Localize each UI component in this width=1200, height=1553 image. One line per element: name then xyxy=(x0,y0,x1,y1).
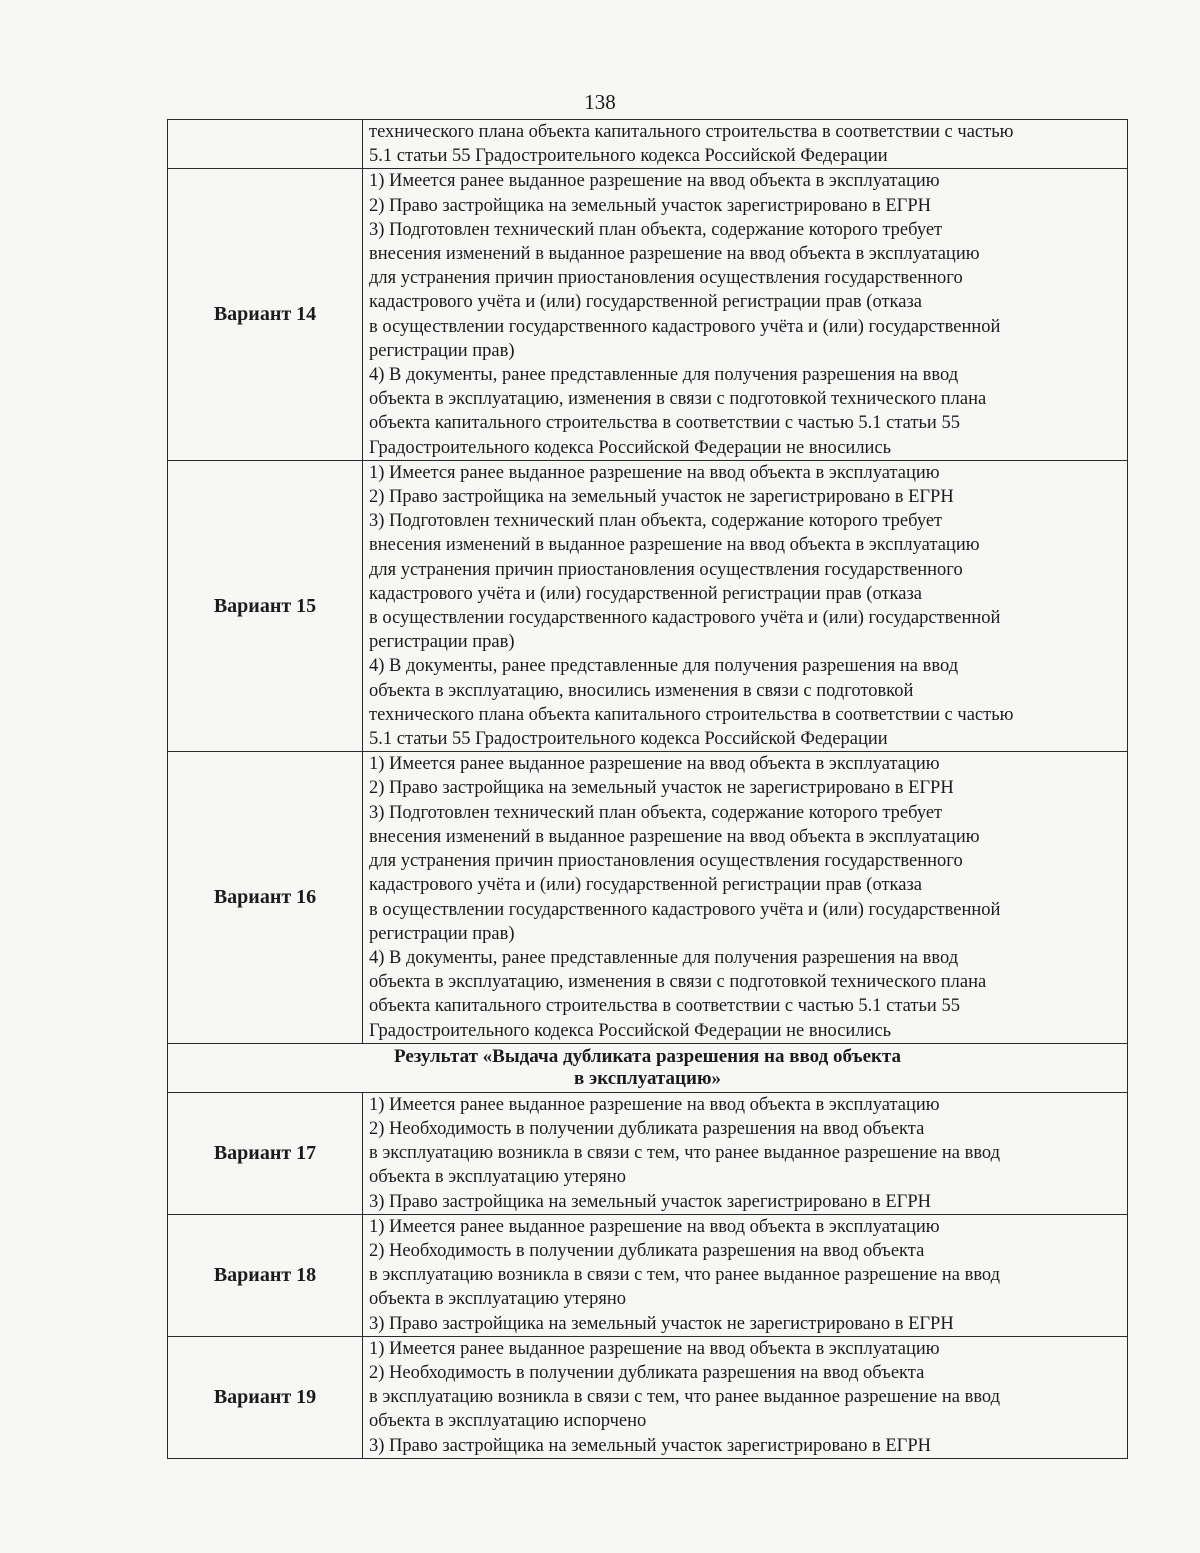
condition-line: 3) Подготовлен технический план объекта, содержание которого требует xyxy=(369,219,943,240)
table-body xyxy=(168,120,1128,1459)
condition-line: 3) Подготовлен технический план объекта, содержание которого требует xyxy=(369,802,943,823)
condition-line: 1) Имеется ранее выданное разрешение на ввод объекта в эксплуатацию xyxy=(369,171,940,192)
table-row xyxy=(168,1092,1128,1214)
table-row xyxy=(168,1214,1128,1336)
condition-line: 1) Имеется ранее выданное разрешение на ввод объекта в эксплуатацию xyxy=(369,1216,940,1237)
variant-conditions xyxy=(363,120,1128,169)
variant-label: Вариант 16 xyxy=(168,752,363,1043)
condition-line: 3) Подготовлен технический план объекта, содержание которого требует xyxy=(369,511,943,532)
condition-line: 2) Необходимость в получении дубликата разрешения на ввод объекта xyxy=(369,1240,925,1261)
condition-line: 3) Право застройщика на земельный участок зарегистрировано в ЕГРН xyxy=(369,1191,931,1212)
condition-line: объекта капитального строительства в соответствии с частью 5.1 статьи 55 xyxy=(369,413,960,434)
variant-label xyxy=(168,120,363,169)
condition-line: 4) В документы, ранее представленные для получения разрешения на ввод xyxy=(369,947,959,968)
variant-conditions xyxy=(363,1214,1128,1336)
condition-line: 2) Необходимость в получении дубликата разрешения на ввод объекта xyxy=(369,1118,925,1139)
variant-label: Вариант 14 xyxy=(168,169,363,460)
condition-line: Градостроительного кодекса Российской Федерации не вносились xyxy=(369,1020,892,1041)
section-row xyxy=(168,1043,1128,1092)
condition-line: 1) Имеется ранее выданное разрешение на ввод объекта в эксплуатацию xyxy=(369,754,940,775)
condition-line: объекта в эксплуатацию утеряно xyxy=(369,1289,627,1310)
variant-label: Вариант 18 xyxy=(168,1214,363,1336)
condition-line: 2) Право застройщика на земельный участок не зарегистрировано в ЕГРН xyxy=(369,778,954,799)
section-heading-line: в эксплуатацию» xyxy=(574,1067,721,1089)
condition-line: объекта в эксплуатацию утеряно xyxy=(369,1167,627,1188)
condition-line: объекта в эксплуатацию, изменения в связи с подготовкой технического плана xyxy=(369,389,987,410)
condition-line: 1) Имеется ранее выданное разрешение на ввод объекта в эксплуатацию xyxy=(369,1094,940,1115)
condition-line: в осуществлении государственного кадастрового учёта и (или) государственной xyxy=(369,316,1001,337)
variant-conditions xyxy=(363,752,1128,1043)
condition-line: Градостроительного кодекса Российской Федерации не вносились xyxy=(369,437,892,458)
condition-line: 3) Право застройщика на земельный участок зарегистрировано в ЕГРН xyxy=(369,1435,931,1456)
variant-label: Вариант 17 xyxy=(168,1092,363,1214)
condition-line: кадастрового учёта и (или) государственной регистрации прав (отказа xyxy=(369,875,922,896)
variant-conditions xyxy=(363,1336,1128,1458)
condition-line: кадастрового учёта и (или) государственной регистрации прав (отказа xyxy=(369,583,922,604)
table-row xyxy=(168,120,1128,169)
condition-line: внесения изменений в выданное разрешение на ввод объекта в эксплуатацию xyxy=(369,244,980,265)
condition-line: 2) Необходимость в получении дубликата разрешения на ввод объекта xyxy=(369,1362,925,1383)
condition-line: для устранения причин приостановления осуществления государственного xyxy=(369,559,963,580)
variant-conditions xyxy=(363,460,1128,751)
condition-line: 4) В документы, ранее представленные для получения разрешения на ввод xyxy=(369,365,959,386)
condition-line: в эксплуатацию возникла в связи с тем, что ранее выданное разрешение на ввод xyxy=(369,1143,1001,1164)
condition-line: в осуществлении государственного кадастрового учёта и (или) государственной xyxy=(369,608,1001,629)
table-row xyxy=(168,460,1128,751)
condition-line: для устранения причин приостановления осуществления государственного xyxy=(369,268,963,289)
condition-line: 1) Имеется ранее выданное разрешение на ввод объекта в эксплуатацию xyxy=(369,1338,940,1359)
table-row xyxy=(168,752,1128,1043)
condition-line: в эксплуатацию возникла в связи с тем, что ранее выданное разрешение на ввод xyxy=(369,1265,1001,1286)
condition-line: внесения изменений в выданное разрешение на ввод объекта в эксплуатацию xyxy=(369,535,980,556)
condition-line: внесения изменений в выданное разрешение на ввод объекта в эксплуатацию xyxy=(369,826,980,847)
condition-line: 2) Право застройщика на земельный участок не зарегистрировано в ЕГРН xyxy=(369,487,954,508)
section-heading-line: Результат «Выдача дубликата разрешения на ввод объекта xyxy=(393,1045,902,1067)
condition-line: 3) Право застройщика на земельный участок не зарегистрировано в ЕГРН xyxy=(369,1313,954,1334)
section-heading xyxy=(168,1043,1128,1092)
condition-line: объекта в эксплуатацию, вносились изменения в связи с подготовкой xyxy=(369,680,914,701)
variant-label: Вариант 19 xyxy=(168,1336,363,1458)
table-row xyxy=(168,1336,1128,1458)
condition-line: 2) Право застройщика на земельный участок зарегистрировано в ЕГРН xyxy=(369,195,931,216)
page-number: 138 xyxy=(584,90,616,114)
condition-line: в эксплуатацию возникла в связи с тем, что ранее выданное разрешение на ввод xyxy=(369,1387,1001,1408)
condition-line: регистрации прав) xyxy=(369,923,515,944)
condition-line: 5.1 статьи 55 Градостроительного кодекса Российской Федерации xyxy=(369,729,888,750)
condition-line: регистрации прав) xyxy=(369,340,515,361)
conditions-table xyxy=(167,119,1128,1459)
condition-line: регистрации прав) xyxy=(369,632,515,653)
variant-conditions xyxy=(363,169,1128,460)
condition-line: 5.1 статьи 55 Градостроительного кодекса Российской Федерации xyxy=(369,146,888,167)
condition-line: в осуществлении государственного кадастрового учёта и (или) государственной xyxy=(369,899,1001,920)
condition-line: 1) Имеется ранее выданное разрешение на ввод объекта в эксплуатацию xyxy=(369,462,940,483)
condition-line: для устранения причин приостановления осуществления государственного xyxy=(369,851,963,872)
condition-line: 4) В документы, ранее представленные для получения разрешения на ввод xyxy=(369,656,959,677)
variant-conditions xyxy=(363,1092,1128,1214)
condition-line: объекта капитального строительства в соответствии с частью 5.1 статьи 55 xyxy=(369,996,960,1017)
table-row xyxy=(168,169,1128,460)
condition-line: технического плана объекта капитального строительства в соответствии с частью xyxy=(369,704,1014,725)
variant-label: Вариант 15 xyxy=(168,460,363,751)
condition-line: объекта в эксплуатацию испорчено xyxy=(369,1411,647,1432)
condition-line: объекта в эксплуатацию, изменения в связи с подготовкой технического плана xyxy=(369,972,987,993)
condition-line: технического плана объекта капитального строительства в соответствии с частью xyxy=(369,122,1014,142)
condition-line: кадастрового учёта и (или) государственной регистрации прав (отказа xyxy=(369,292,922,313)
